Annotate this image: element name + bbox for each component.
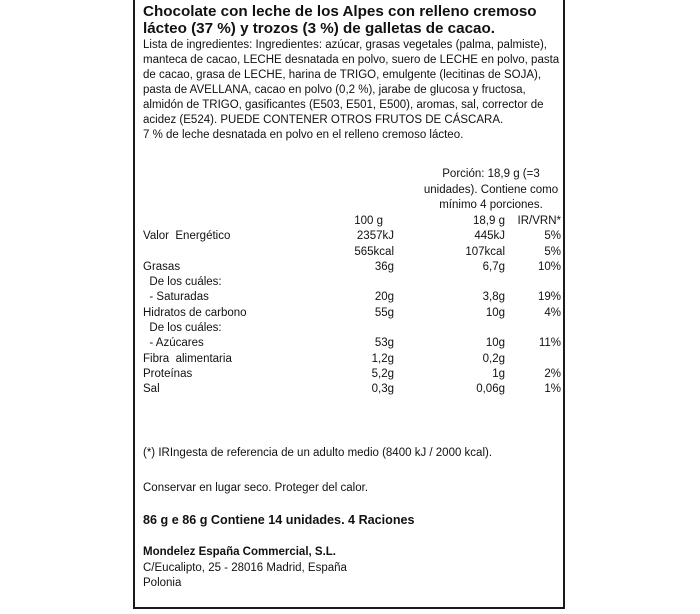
country-of-origin: Polonia — [143, 577, 182, 589]
value-per-100g: 55g — [374, 306, 394, 319]
net-content: 86 g e 86 g Contiene 14 unidades. 4 Raciones — [143, 513, 415, 527]
nutrition-row — [143, 382, 561, 397]
value-ir: 5% — [544, 230, 561, 243]
portion-line-1: Porción: 18,9 g (=3 — [442, 168, 540, 180]
nutrition-header-row — [143, 214, 561, 229]
value-ir: 5% — [544, 245, 561, 258]
portion-info — [421, 167, 561, 214]
nutrition-row — [143, 245, 561, 260]
value-per-portion: 10g — [485, 306, 505, 319]
ingredients-list: Lista de ingredientes: Ingredientes: azúcar, grasas vegetales (palma, palmiste), manteca de cacao, LECHE desnatada en polvo, suero de LECHE en polvo, pasta de cacao, grasa de LECHE, harina de TRIGO, emulgente (lecitinas de SOJA), pasta de AVELLANA, cacao en polvo (0,2 %), jarabe de glucosa y fructosa, almidón de TRIGO, gasificantes (E503, E501, E500), aromas, sal, corrector de acidez (E524). PUEDE CONTENER OTROS FRUTOS DE CÁSCARA. — [143, 39, 560, 126]
value-ir: 10% — [537, 260, 561, 273]
nutrient-name: Valor Energético — [143, 230, 231, 243]
value-per-portion: 6,7g — [482, 260, 505, 273]
value-per-100g: 53g — [374, 337, 394, 350]
portion-line-3: mínimo 4 porciones. — [439, 199, 543, 211]
nutrition-row — [143, 352, 561, 367]
nutrient-name: Hidratos de carbono — [143, 306, 247, 319]
nutrient-name: Proteínas — [143, 367, 193, 380]
value-per-100g: 2357kJ — [356, 230, 394, 243]
nutrient-name: Grasas — [143, 260, 181, 273]
nutrition-row — [143, 306, 561, 321]
value-per-portion: 445kJ — [474, 230, 505, 243]
nutrition-row — [143, 229, 561, 244]
value-ir: 4% — [544, 306, 561, 319]
nutrition-row — [143, 321, 561, 336]
ir-footnote: (*) IRIngesta de referencia de un adulto medio (8400 kJ / 2000 kcal). — [143, 447, 493, 459]
value-ir: 19% — [537, 291, 561, 304]
nutrition-row — [143, 367, 561, 382]
nutrition-row — [143, 336, 561, 351]
company-name: Mondelez España Commercial, S.L. — [143, 546, 336, 558]
value-per-100g: 1,2g — [371, 352, 394, 365]
value-per-100g: 565kcal — [354, 245, 394, 258]
nutrient-name: - Saturadas — [143, 291, 209, 304]
value-per-portion: 107kcal — [465, 245, 505, 258]
nutrient-name: - Azúcares — [143, 337, 204, 350]
value-per-portion: 10g — [485, 337, 505, 350]
value-per-100g: 0,3g — [371, 383, 394, 396]
value-per-100g: 20g — [374, 291, 394, 304]
nutrient-name: De los cuáles: — [143, 276, 222, 289]
nutrition-row — [143, 290, 561, 305]
nutrition-row — [143, 260, 561, 275]
value-per-portion: 1g — [492, 367, 505, 380]
storage-instructions: Conservar en lugar seco. Proteger del calor. — [143, 482, 369, 494]
header-per-portion: 18,9 g — [473, 215, 505, 227]
company-address: C/Eucalipto, 25 - 28016 Madrid, España — [143, 561, 347, 574]
value-ir: 11% — [538, 337, 561, 350]
nutrient-name: De los cuáles: — [143, 322, 222, 335]
nutrition-table — [143, 214, 561, 398]
value-per-portion: 3,8g — [482, 291, 505, 304]
nutrient-name: Sal — [143, 383, 160, 396]
value-per-100g: 36g — [374, 260, 394, 273]
value-per-portion: 0,2g — [482, 352, 505, 365]
nutrition-row — [143, 275, 561, 290]
value-per-portion: 0,06g — [476, 383, 505, 396]
nutrition-label — [133, 0, 565, 609]
header-ir: IR/VRN* — [517, 215, 561, 227]
value-ir: 2% — [544, 367, 561, 380]
value-ir: 1% — [544, 383, 561, 396]
company-info — [143, 545, 347, 592]
value-per-100g: 5,2g — [371, 367, 394, 380]
nutrient-name: Fibra alimentaria — [143, 352, 232, 365]
product-title: Chocolate con leche de los Alpes con relleno cremoso lácteo (37 %) y trozos (3 %) de galletas de cacao. — [143, 3, 537, 37]
portion-line-2: unidades). Contiene como — [423, 183, 559, 196]
header-per-100g: 100 g — [354, 215, 383, 227]
milk-note: 7 % de leche desnatada en polvo en el relleno cremoso lácteo. — [143, 129, 464, 141]
